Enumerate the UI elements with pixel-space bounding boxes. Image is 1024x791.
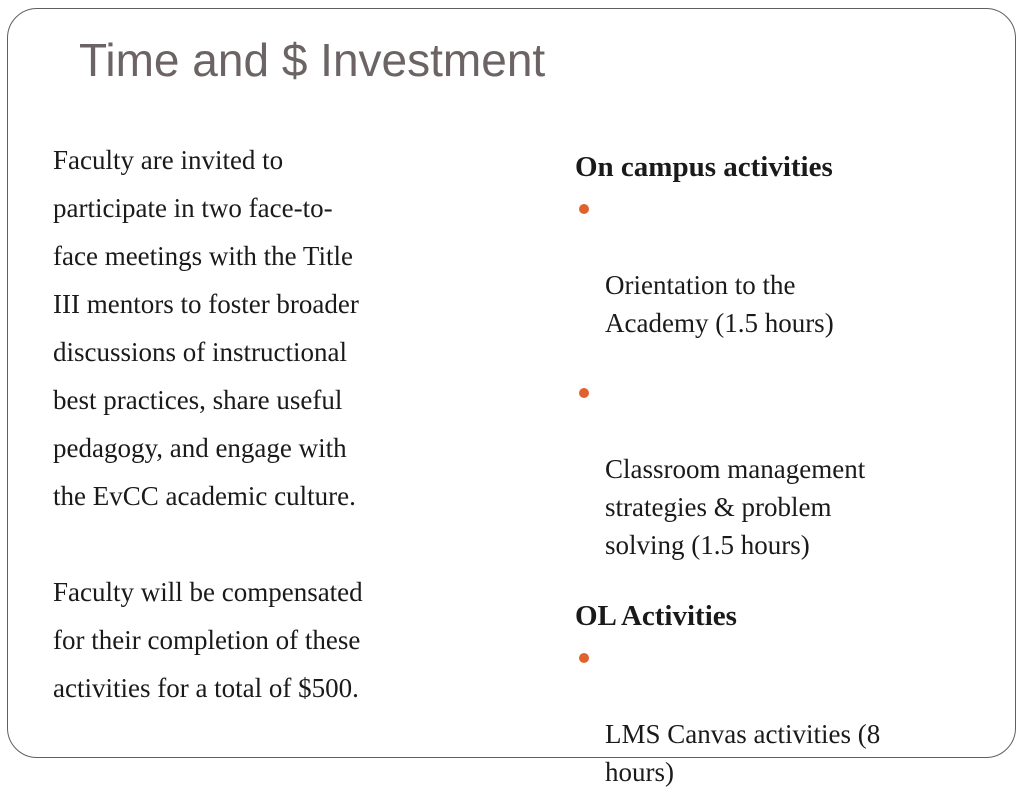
section-on-campus [575, 148, 975, 564]
paragraph-gap [53, 520, 493, 568]
right-column [575, 148, 975, 791]
list-item [575, 190, 975, 342]
list-item-text: Classroom management strategies & problem solving (1.5 hours) [605, 454, 866, 560]
section-heading-on-campus: On campus activities [575, 151, 833, 183]
section-ol-activities [575, 597, 975, 791]
bullet-dot-icon [579, 204, 589, 214]
list-item-text: Orientation to the Academy (1.5 hours) [605, 270, 834, 338]
section-heading-ol: OL Activities [575, 600, 737, 632]
list-item [575, 374, 975, 564]
list-item-text: LMS Canvas activities (8 hours) [605, 719, 881, 787]
left-column [53, 136, 493, 712]
bullet-dot-icon [579, 388, 589, 398]
paragraph-compensation: Faculty will be compensated for their completion of these activities for a total of $500. [53, 577, 363, 703]
paragraph-invitation: Faculty are invited to participate in two face-to- face meetings with the Title III mentors to foster broader discussions of instructional best practices, share useful pedagogy, and engage with the EvCC academic culture. [53, 145, 359, 511]
slide-title: Time and $ Investment [79, 34, 546, 86]
list-item [575, 639, 975, 791]
bullet-dot-icon [579, 653, 589, 663]
bullet-list-on-campus [575, 190, 975, 564]
bullet-list-ol [575, 639, 975, 791]
